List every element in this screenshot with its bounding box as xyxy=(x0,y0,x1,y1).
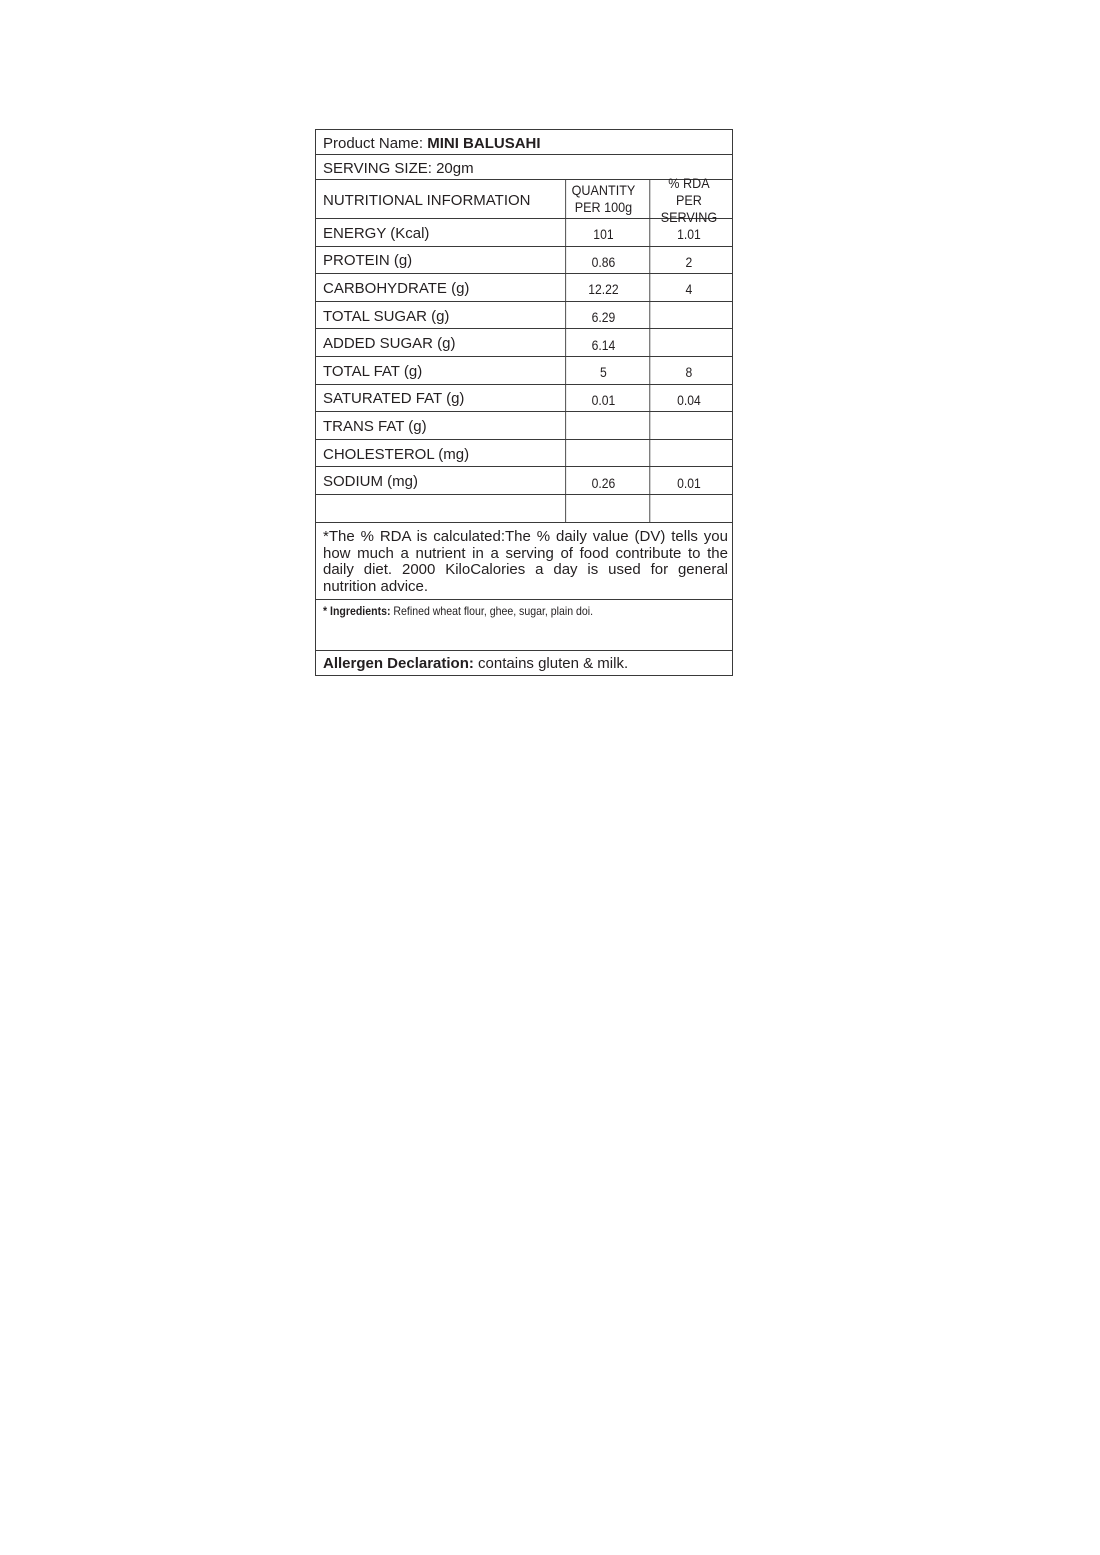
table-row xyxy=(316,274,732,302)
nutrient-rda xyxy=(649,329,727,356)
nutrient-name: TRANS FAT (g) xyxy=(323,417,427,435)
nutrient-qty: 101 xyxy=(565,219,641,246)
ingredients-label: * Ingredients: xyxy=(323,604,391,618)
nutrient-qty: 6.29 xyxy=(565,302,641,329)
table-row xyxy=(316,357,732,385)
table-row xyxy=(316,219,732,247)
table-row xyxy=(316,302,732,330)
table-row xyxy=(316,385,732,413)
nutrient-rda: 0.04 xyxy=(649,385,727,412)
table-row xyxy=(316,329,732,357)
nutrient-name xyxy=(316,495,561,522)
table-row xyxy=(316,467,732,495)
table-row xyxy=(316,440,732,468)
nutrient-qty: 12.22 xyxy=(565,274,641,301)
nutrient-name: TOTAL FAT (g) xyxy=(323,362,423,380)
header-quantity xyxy=(565,180,641,218)
nutrient-qty xyxy=(565,440,641,467)
header-rda xyxy=(649,175,727,225)
nutrient-name: PROTEIN (g) xyxy=(323,252,413,270)
nutrient-name: TOTAL SUGAR (g) xyxy=(323,307,450,325)
nutrient-rda xyxy=(649,302,727,329)
rda-note-row xyxy=(316,523,732,600)
product-name-row xyxy=(316,130,732,155)
header-quantity-line1: QUANTITY xyxy=(571,182,636,198)
nutrient-rda: 1.01 xyxy=(649,219,727,246)
header-rda-line1: % RDA xyxy=(668,175,710,191)
table-row xyxy=(316,495,732,523)
nutrient-qty xyxy=(565,495,641,522)
header-quantity-line2: PER 100g xyxy=(574,199,633,215)
header-nutrient: NUTRITIONAL INFORMATION xyxy=(323,191,531,209)
table-header-row xyxy=(316,175,732,225)
nutrition-label xyxy=(315,129,733,676)
nutrient-rda: 8 xyxy=(649,357,727,384)
nutrient-name: SODIUM (mg) xyxy=(323,473,418,491)
table-row xyxy=(316,247,732,275)
nutrient-rda xyxy=(649,440,727,467)
nutrient-rda: 0.01 xyxy=(649,467,727,494)
ingredients-text: Refined wheat flour, ghee, sugar, plain doi. xyxy=(393,604,594,618)
nutrient-qty: 5 xyxy=(565,357,641,384)
nutrient-name: ADDED SUGAR (g) xyxy=(323,335,456,353)
allergen-row xyxy=(316,651,732,675)
nutrient-name: SATURATED FAT (g) xyxy=(323,390,465,408)
nutrient-rda: 2 xyxy=(649,247,727,274)
nutrient-qty: 6.14 xyxy=(565,329,641,356)
nutrient-rda xyxy=(649,412,727,439)
nutrient-qty xyxy=(565,412,641,439)
allergen-label: Allergen Declaration: xyxy=(323,655,474,672)
serving-size: SERVING SIZE: 20gm xyxy=(323,159,474,177)
ingredients xyxy=(323,604,593,618)
product-name-label: Product Name: xyxy=(323,135,424,152)
rda-note: *The % RDA is calculated:The % daily value (DV) tells you how much a nutrient in a serving of food contribute to the daily diet. 2000 KiloCalories a day is used for general nutrition advice. xyxy=(323,528,728,595)
allergen-text: contains gluten & milk. xyxy=(478,655,629,672)
ingredients-row xyxy=(316,600,732,651)
nutrient-name: ENERGY (Kcal) xyxy=(323,224,430,242)
nutrient-name: CARBOHYDRATE (g) xyxy=(323,279,470,297)
product-name-value: MINI BALUSAHI xyxy=(427,135,541,152)
table-row xyxy=(316,412,732,440)
nutrient-rda: 4 xyxy=(649,274,727,301)
header-rda-line2: PER SERVING xyxy=(660,192,718,225)
nutrient-name: CHOLESTEROL (mg) xyxy=(323,445,470,463)
nutrient-qty: 0.26 xyxy=(565,467,641,494)
nutrient-rda xyxy=(649,495,727,522)
nutrient-qty: 0.01 xyxy=(565,385,641,412)
nutrient-qty: 0.86 xyxy=(565,247,641,274)
